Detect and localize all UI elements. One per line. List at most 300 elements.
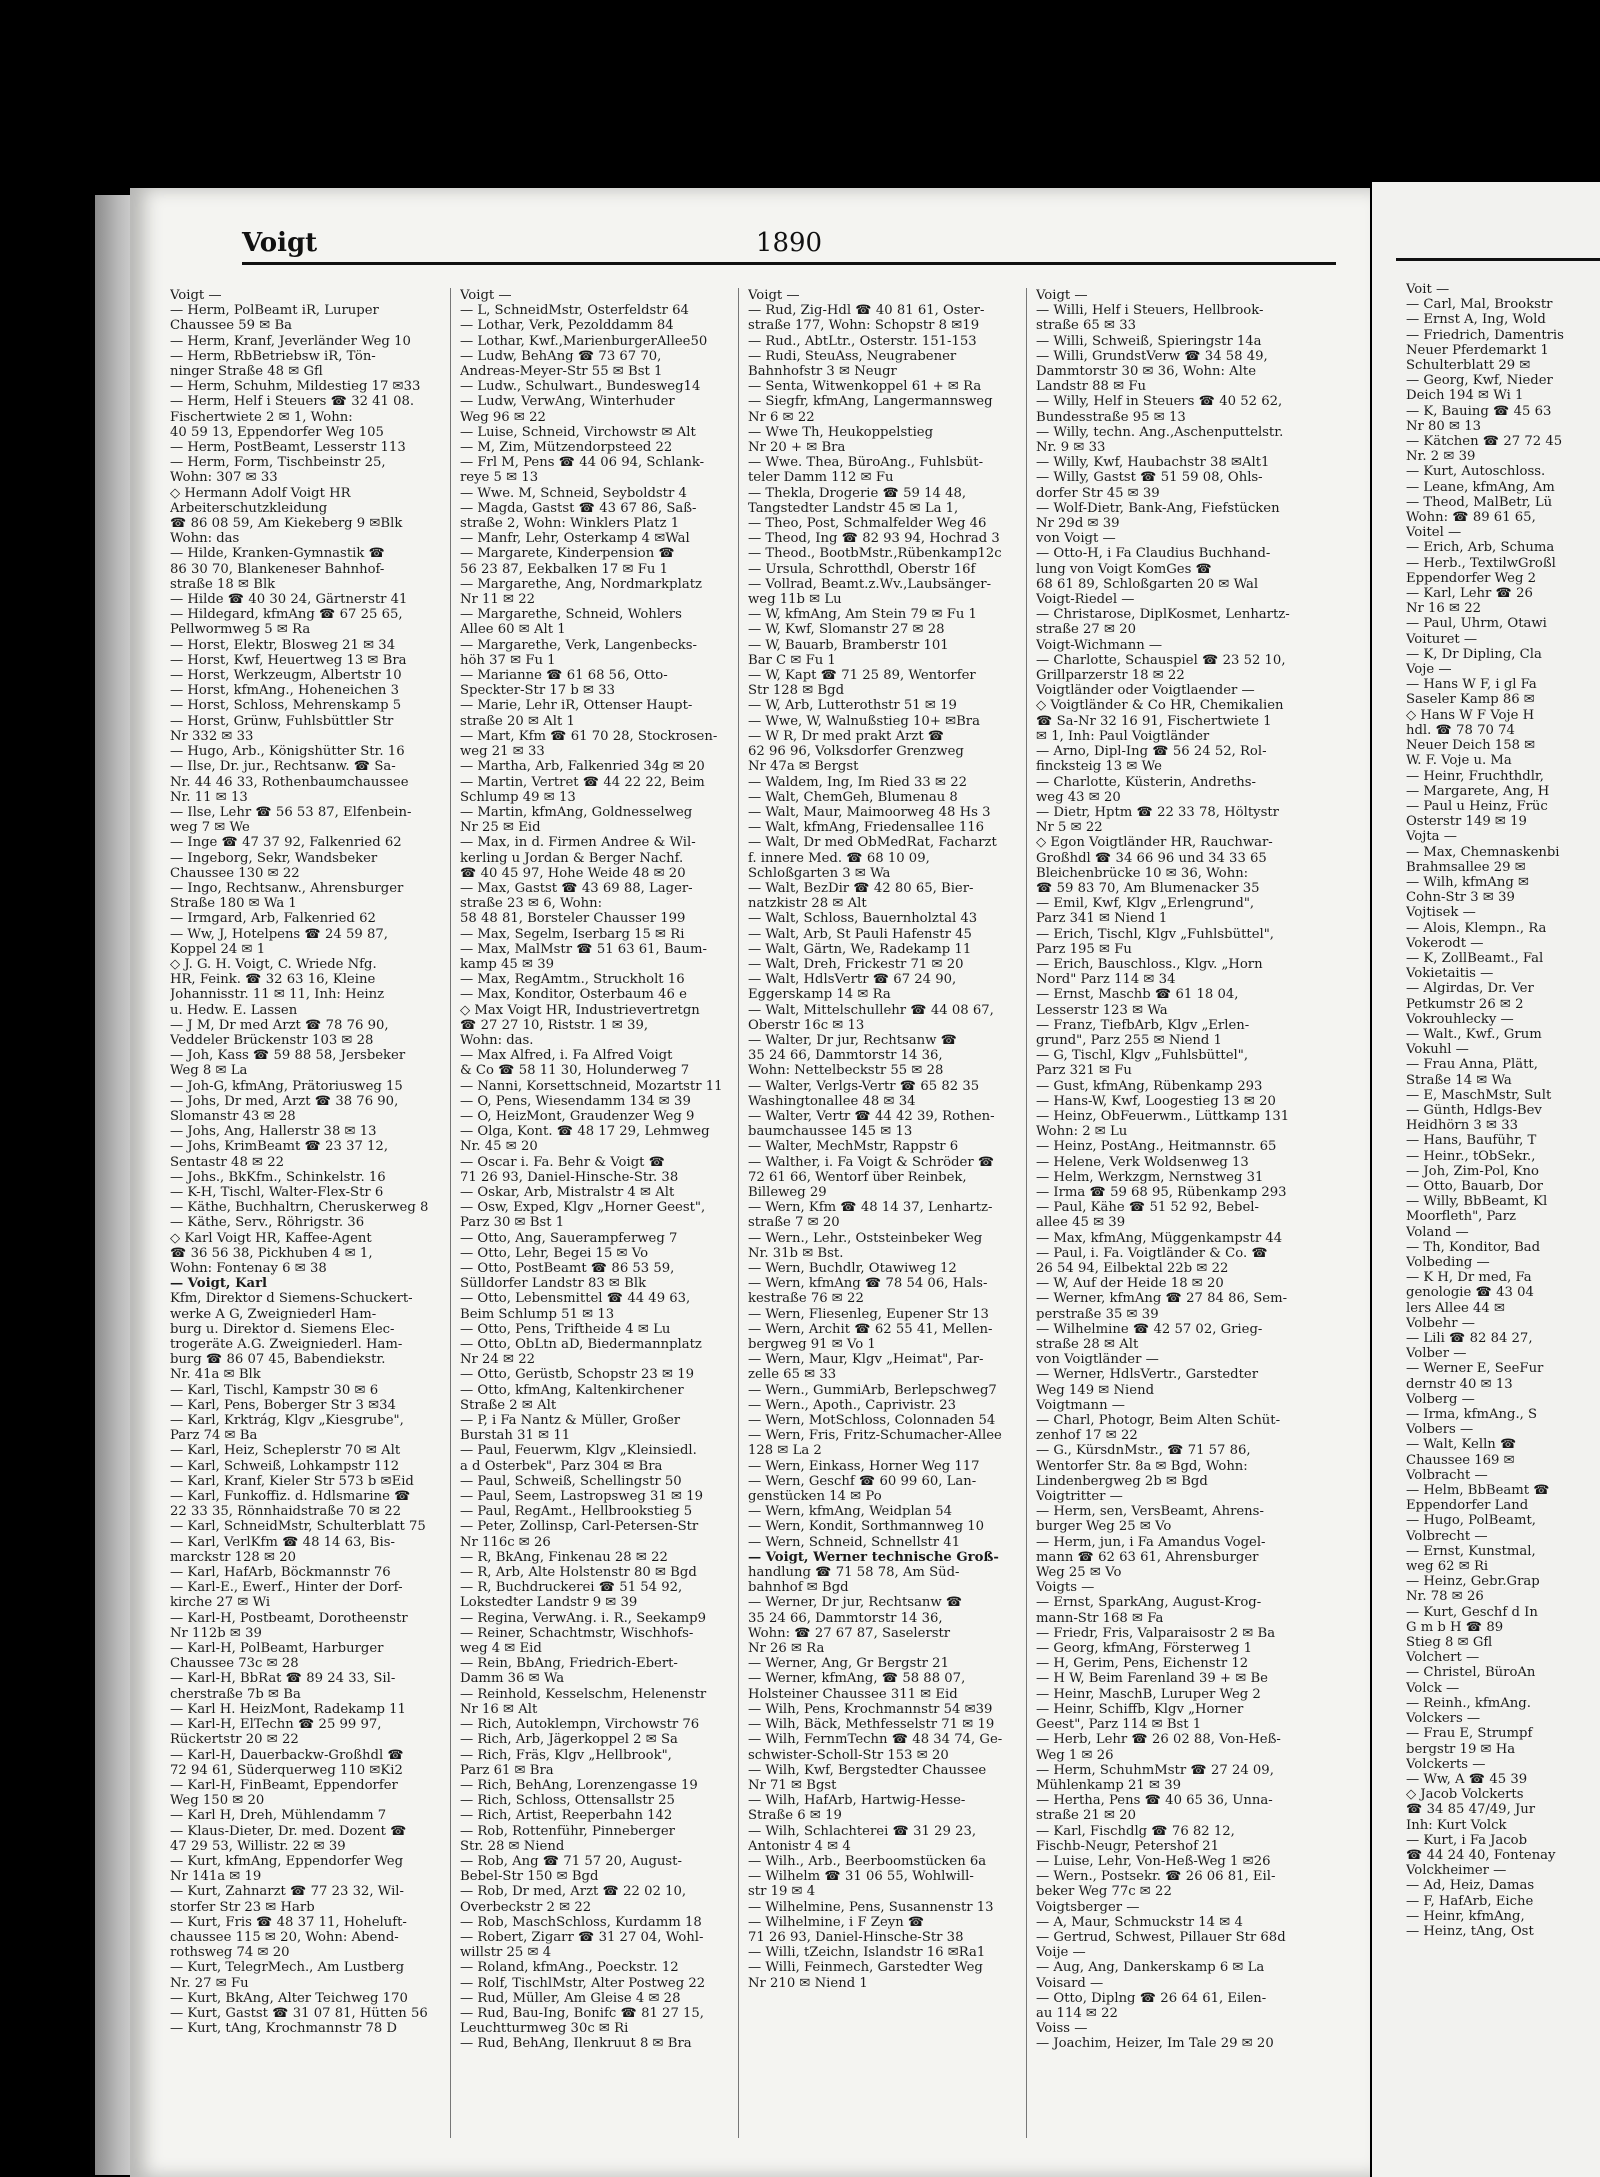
directory-entry: — G., KürsdnMstr., ☎ 71 57 86, xyxy=(1036,1443,1251,1459)
directory-entry: genstücken 14 ✉ Po xyxy=(748,1489,882,1505)
directory-entry: ◇ Hans W F Voje H xyxy=(1406,707,1535,723)
directory-entry: ☎ 34 85 47/49, Jur xyxy=(1406,1802,1536,1818)
directory-entry: — Willi, tZeichn, Islandstr 16 ✉Ra1 xyxy=(748,1945,986,1961)
directory-entry: & Co ☎ 58 11 30, Holunderweg 7 xyxy=(460,1063,690,1079)
directory-entry: willstr 25 ✉ 4 xyxy=(460,1945,552,1961)
directory-entry: schwister-Scholl-Str 153 ✉ 20 xyxy=(748,1747,949,1763)
directory-entry: — Kätchen ☎ 27 72 45 xyxy=(1406,434,1563,450)
directory-entry: — Wern, MotSchloss, Colonnaden 54 xyxy=(748,1413,996,1429)
directory-entry: — Leane, kfmAng, Am xyxy=(1406,479,1555,495)
directory-entry: straße 20 ✉ Alt 1 xyxy=(460,713,575,729)
directory-entry: Volck — xyxy=(1406,1680,1460,1696)
directory-entry: 26 54 94, Eilbektal 22b ✉ 22 xyxy=(1036,1261,1229,1276)
directory-entry: Arbeiterschutzkleidung xyxy=(170,500,328,516)
directory-entry: kamp 45 ✉ 39 xyxy=(460,956,554,972)
directory-entry: Nr 24 ✉ 22 xyxy=(460,1352,536,1368)
directory-entry: kerling u Jordan & Berger Nachf. xyxy=(460,850,684,866)
directory-entry: — Karl, Krktrág, Klgv „Kiesgrube", xyxy=(170,1413,404,1429)
directory-entry: HR, Feink. ☎ 32 63 16, Kleine xyxy=(170,972,376,988)
directory-entry: — Nanni, Korsettschneid, Mozartstr 11 xyxy=(460,1078,723,1094)
directory-entry: — Margarete, Kinderpension ☎ xyxy=(460,546,675,562)
directory-entry: — Karl-H, Dauerbackw-Großhdl ☎ xyxy=(170,1747,404,1763)
directory-entry: weg 21 ✉ 33 xyxy=(460,744,545,760)
directory-entry: — Christel, BüroAn xyxy=(1406,1665,1536,1681)
directory-entry: — Karl-H, PolBeamt, Harburger xyxy=(170,1641,384,1657)
directory-entry: Eppendorfer Land xyxy=(1406,1498,1529,1514)
directory-entry: — Karl, Pens, Boberger Str 3 ✉34 xyxy=(170,1397,396,1413)
directory-entry: Brahmsallee 29 ✉ xyxy=(1406,859,1526,875)
directory-entry: — Paul, Feuerwm, Klgv „Kleinsiedl. xyxy=(460,1443,697,1459)
directory-entry: — Dietr, Hptm ☎ 22 33 78, Höltystr xyxy=(1036,804,1279,820)
directory-entry: ☎ 86 08 59, Am Kiekeberg 9 ✉Blk xyxy=(170,516,403,532)
directory-entry: — Wern., Lehr., Oststeinbeker Weg xyxy=(748,1230,983,1246)
directory-entry: Parz 30 ✉ Bst 1 xyxy=(460,1215,565,1231)
directory-entry: — K, ZollBeamt., Fal xyxy=(1406,950,1544,966)
directory-entry: Johannisstr. 11 ✉ 11, Inh: Heinz xyxy=(170,987,385,1003)
directory-entry: mann-Str 168 ✉ Fa xyxy=(1036,1610,1164,1626)
directory-entry: Dammtorstr 30 ✉ 36, Wohn: Alte xyxy=(1036,364,1256,380)
directory-entry: straße 28 ✉ Alt xyxy=(1036,1337,1139,1353)
directory-entry: — Heinz, ObFeuerwm., Lüttkamp 131 xyxy=(1036,1108,1290,1124)
directory-entry: Voigtsberger — xyxy=(1036,1899,1140,1915)
directory-entry: — Max, kfmAng, Müggenkampstr 44 xyxy=(1036,1230,1283,1246)
directory-entry: — Irma ☎ 59 68 95, Rübenkamp 293 xyxy=(1036,1184,1287,1200)
directory-entry: — Werner, Dr jur, Rechtsanw ☎ xyxy=(748,1595,963,1611)
directory-entry: — Hertha, Pens ☎ 40 65 36, Unna- xyxy=(1036,1793,1273,1809)
directory-entry: — Otto, Diplng ☎ 26 64 61, Eilen- xyxy=(1036,1990,1267,2006)
directory-entry: — Ludw., Schulwart., Bundesweg14 xyxy=(460,379,701,395)
directory-entry: — Wern., Apoth., Caprivistr. 23 xyxy=(748,1397,956,1413)
directory-entry: — Werner, Ang, Gr Bergstr 21 xyxy=(748,1656,949,1672)
directory-entry: Bahnhofstr 3 ✉ Neugr xyxy=(748,364,897,380)
directory-entry: — Heinz, tAng, Ost xyxy=(1406,1923,1534,1939)
directory-entry: — Wwe. Thea, BüroAng., Fuhlsbüt- xyxy=(748,455,984,471)
directory-entry: — Paul, i. Fa. Voigtländer & Co. ☎ xyxy=(1036,1245,1268,1261)
directory-entry: — Johs, Dr med, Arzt ☎ 38 76 90, xyxy=(170,1093,399,1109)
directory-entry: — Frl M, Pens ☎ 44 06 94, Schlank- xyxy=(460,455,705,471)
directory-entry: — Hugo, Arb., Königshütter Str. 16 xyxy=(170,744,405,760)
directory-entry: — Theod., BootbMstr.,Rübenkamp12c xyxy=(748,546,1002,562)
directory-entry: — Mart, Kfm ☎ 61 70 28, Stockrosen- xyxy=(460,728,718,744)
directory-entry: — L, SchneidMstr, Osterfeldstr 64 xyxy=(460,303,689,319)
directory-entry: — Voigt, Karl xyxy=(170,1276,268,1292)
directory-entry: burg u. Direktor d. Siemens Elec- xyxy=(170,1321,395,1337)
directory-entry: 35 24 66, Dammtorstr 14 36, xyxy=(748,1610,943,1626)
directory-entry: Sülldorfer Landstr 83 ✉ Blk xyxy=(460,1276,647,1292)
directory-entry: Großhdl ☎ 34 66 96 und 34 33 65 xyxy=(1036,850,1267,866)
directory-entry: — Kurt, Autoschloss. xyxy=(1406,464,1546,480)
directory-entry: Nr 47a ✉ Bergst xyxy=(748,759,859,775)
directory-entry: — Heinr., tObSekr., xyxy=(1406,1148,1536,1164)
directory-entry: Voje — xyxy=(1406,662,1452,678)
directory-entry: — Rud., AbtLtr., Osterstr. 151-153 xyxy=(748,333,977,349)
directory-entry: — W R, Dr med prakt Arzt ☎ xyxy=(748,728,945,744)
directory-entry: — Walt, kfmAng, Friedensallee 116 xyxy=(748,820,985,836)
directory-entry: burg ☎ 86 07 45, Babendiekstr. xyxy=(170,1352,386,1368)
directory-entry: Oberstr 16c ✉ 13 xyxy=(748,1017,865,1033)
directory-entry: Chaussee 59 ✉ Ba xyxy=(170,318,293,334)
directory-entry: — Karl, Funkoffiz. d. Hdlsmarine ☎ xyxy=(170,1489,411,1505)
directory-entry: 56 23 87, Eekbalken 17 ✉ Fu 1 xyxy=(460,561,668,577)
directory-entry: — Werner E, SeeFur xyxy=(1406,1361,1544,1377)
directory-entry: — Kurt, tAng, Krochmannstr 78 D xyxy=(170,2021,398,2037)
directory-entry: 71 26 93, Daniel-Hinsche-Str. 38 xyxy=(460,1169,679,1185)
directory-entry: ◇ Karl Voigt HR, Kaffee-Agent xyxy=(170,1230,372,1246)
directory-entry: — Käthe, Buchhaltrn, Cheruskerweg 8 xyxy=(170,1200,429,1216)
directory-entry: — Kurt, i Fa Jacob xyxy=(1406,1832,1528,1848)
directory-entry: Fischertwiete 2 ✉ 1, Wohn: xyxy=(170,409,353,425)
directory-entry: baumchaussee 145 ✉ 13 xyxy=(748,1124,913,1140)
directory-entry: — Heinr, kfmAng, xyxy=(1406,1908,1525,1924)
directory-entry: — J M, Dr med Arzt ☎ 78 76 90, xyxy=(170,1017,389,1033)
directory-entry: Parz 74 ✉ Ba xyxy=(170,1428,258,1444)
directory-entry: — Paul, Schweiß, Schellingstr 50 xyxy=(460,1473,682,1489)
directory-entry: perstraße 35 ✉ 39 xyxy=(1036,1306,1159,1322)
directory-entry: Nr 29d ✉ 39 xyxy=(1036,516,1120,532)
directory-entry: W. F. Voje u. Ma xyxy=(1406,753,1512,769)
directory-entry: — W, Auf der Heide 18 ✉ 20 xyxy=(1036,1276,1224,1292)
directory-entry: — Hilde, Kranken-Gymnastik ☎ xyxy=(170,546,385,562)
directory-entry: — Erich, Tischl, Klgv „Fuhlsbüttel", xyxy=(1036,926,1274,942)
directory-entry: Neuer Deich 158 ✉ xyxy=(1406,738,1536,754)
directory-entry: — O, HeizMont, Graudenzer Weg 9 xyxy=(460,1108,695,1124)
directory-entry: ✉ 1, Inh: Paul Voigtländer xyxy=(1036,728,1210,744)
directory-entry: grund", Parz 255 ✉ Niend 1 xyxy=(1036,1032,1222,1048)
directory-entry: — Wern, kfmAng ☎ 78 54 06, Hals- xyxy=(748,1276,988,1292)
directory-entry: Eppendorfer Weg 2 xyxy=(1406,570,1536,586)
directory-entry: lung von Voigt KomGes ☎ xyxy=(1036,561,1212,577)
directory-entry: Neuer Pferdemarkt 1 xyxy=(1406,342,1549,358)
directory-entry: Schlump 49 ✉ 13 xyxy=(460,789,576,805)
directory-entry: — Walt, Mittelschullehr ☎ 44 08 67, xyxy=(748,1002,994,1018)
directory-entry: Voigt-Riedel — xyxy=(1036,592,1135,608)
page-surname-heading: Voigt xyxy=(242,228,318,258)
directory-entry: — Wilhelmine, Pens, Susannenstr 13 xyxy=(748,1899,994,1915)
directory-entry: Allee 60 ✉ Alt 1 xyxy=(460,622,566,638)
directory-entry: — Wern, Buchdlr, Otawiweg 12 xyxy=(748,1261,957,1276)
directory-entry: — Heinr, Fruchthdlr, xyxy=(1406,768,1544,784)
directory-entry: — Aug, Ang, Dankerskamp 6 ✉ La xyxy=(1036,1960,1265,1976)
directory-entry: — Horst, Elektr, Blosweg 21 ✉ 34 xyxy=(170,637,396,653)
directory-entry: — Emil, Kwf, Klgv „Erlengrund", xyxy=(1036,896,1255,912)
directory-entry: — Karl, SchneidMstr, Schulterblatt 75 xyxy=(170,1519,426,1535)
directory-entry: straße 23 ✉ 6, Wohn: xyxy=(460,896,603,912)
directory-entry: Wohn: das xyxy=(170,531,240,547)
directory-entry: Nr 26 ✉ Ra xyxy=(748,1641,825,1657)
directory-entry: Str 128 ✉ Bgd xyxy=(748,683,845,699)
directory-entry: — Willi, GrundstVerw ☎ 34 58 49, xyxy=(1036,348,1268,364)
directory-entry: — Wilh, Kwf, Bergstedter Chaussee xyxy=(748,1762,987,1778)
directory-entry: — Herb., TextilwGroßl xyxy=(1406,555,1556,571)
directory-entry: — Wolf-Dietr, Bank-Ang, Fiefstücken xyxy=(1036,500,1280,516)
directory-entry: — H, Gerim, Pens, Eichenstr 12 xyxy=(1036,1656,1249,1672)
directory-entry: — Georg, Kwf, Nieder xyxy=(1406,373,1553,389)
directory-entry: storfer Str 23 ✉ Harb xyxy=(170,1899,315,1915)
directory-entry: Wohn: Nettelbeckstr 55 ✉ 28 xyxy=(748,1063,944,1079)
directory-entry: — Erich, Arb, Schuma xyxy=(1406,540,1555,556)
directory-entry: — Reinh., kfmAng. xyxy=(1406,1695,1531,1711)
directory-entry: — Otto, kfmAng, Kaltenkirchener xyxy=(460,1382,684,1398)
directory-entry: zenhof 17 ✉ 22 xyxy=(1036,1428,1138,1444)
directory-entry: — Ilse, Lehr ☎ 56 53 87, Elfenbein- xyxy=(170,804,412,820)
directory-entry: Weg 8 ✉ La xyxy=(170,1063,248,1079)
directory-entry: — Horst, Kwf, Heuertweg 13 ✉ Bra xyxy=(170,652,407,668)
directory-entry: Voigt-Wichmann — xyxy=(1036,637,1163,653)
directory-entry: — Vollrad, Beamt.z.Wv.,Laubsänger- xyxy=(748,576,992,592)
directory-entry: — Rich, Arb, Jägerkoppel 2 ✉ Sa xyxy=(460,1732,678,1748)
directory-entry: natzkistr 28 ✉ Alt xyxy=(748,896,867,912)
directory-entry: — Willy, techn. Ang.,Aschenputtelstr. xyxy=(1036,424,1284,440)
directory-entry: — Max, Segelm, Iserbarg 15 ✉ Ri xyxy=(460,926,685,942)
directory-entry: — Wern, Maur, Klgv „Heimat", Par- xyxy=(748,1352,984,1368)
directory-entry: Volckers — xyxy=(1406,1711,1481,1727)
directory-entry: Speckter-Str 17 b ✉ 33 xyxy=(460,683,615,699)
directory-entry: Nr 16 ✉ 22 xyxy=(1406,601,1482,617)
directory-entry: straße 177, Wohn: Schopstr 8 ✉19 xyxy=(748,318,980,334)
directory-entry: — Gust, kfmAng, Rübenkamp 293 xyxy=(1036,1078,1263,1094)
directory-entry: cherstraße 7b ✉ Ba xyxy=(170,1686,301,1702)
directory-entry: — Rich, BehAng, Lorenzengasse 19 xyxy=(460,1777,698,1793)
directory-entry: — Horst, Grünw, Fuhlsbüttler Str xyxy=(170,713,394,729)
directory-entry: Wohn: ☎ 27 67 87, Saselerstr xyxy=(748,1625,951,1641)
directory-entry: von Voigtländer — xyxy=(1036,1352,1159,1368)
directory-entry: Nr 141a ✉ 19 xyxy=(170,1869,262,1885)
directory-entry: Voigt — xyxy=(170,288,222,303)
directory-entry: Voit — xyxy=(1406,282,1450,297)
directory-entry: — Ernst, Maschb ☎ 61 18 04, xyxy=(1036,987,1239,1003)
directory-entry: Bleichenbrücke 10 ✉ 36, Wohn: xyxy=(1036,865,1249,881)
directory-entry: — Karl-H, FinBeamt, Eppendorfer xyxy=(170,1777,398,1793)
directory-entry: — Hans-W, Kwf, Loogestieg 13 ✉ 20 xyxy=(1036,1093,1276,1109)
directory-entry: — Heinr, Schiffb, Klgv „Horner xyxy=(1036,1701,1244,1717)
directory-entry: — Walt, Dr med ObMedRat, Facharzt xyxy=(748,835,997,851)
directory-entry: Koppel 24 ✉ 1 xyxy=(170,941,266,957)
directory-entry: — Margarethe, Ang, Nordmarkplatz xyxy=(460,576,702,592)
directory-entry: Eggerskamp 14 ✉ Ra xyxy=(748,987,891,1003)
directory-entry: — Erich, Bauschloss., Klgv. „Horn xyxy=(1036,956,1263,972)
directory-entry: — Luise, Lehr, Von-Heß-Weg 1 ✉26 xyxy=(1036,1853,1271,1869)
directory-entry: — Luise, Schneid, Virchowstr ✉ Alt xyxy=(460,424,696,440)
directory-entry: — Wern, Schneid, Schnellstr 41 xyxy=(748,1534,961,1550)
directory-entry: — Frau E, Strumpf xyxy=(1406,1726,1533,1742)
directory-entry: Rückertstr 20 ✉ 22 xyxy=(170,1732,299,1748)
directory-column-1 xyxy=(170,288,440,2148)
directory-column-4 xyxy=(1036,288,1306,2148)
directory-entry: weg 7 ✉ We xyxy=(170,820,250,836)
directory-entry: 68 61 89, Schloßgarten 20 ✉ Wal xyxy=(1036,576,1259,592)
directory-entry: Voigt — xyxy=(748,288,800,303)
directory-entry: — Friedrich, Damentris xyxy=(1406,327,1564,343)
directory-entry: — K H, Dr med, Fa xyxy=(1406,1270,1532,1286)
directory-entry: Leuchtturmweg 30c ✉ Ri xyxy=(460,2021,629,2037)
directory-entry: — Martin, Vertret ☎ 44 22 22, Beim xyxy=(460,774,705,790)
directory-entry: — Max, in d. Firmen Andree & Wil- xyxy=(460,835,696,851)
directory-entry: Nr 210 ✉ Niend 1 xyxy=(748,1975,868,1991)
directory-entry: — Kurt, Gastst ☎ 31 07 81, Hütten 56 xyxy=(170,2005,428,2021)
directory-entry: Chaussee 73c ✉ 28 xyxy=(170,1656,299,1672)
directory-entry: — Otto, Lehr, Begei 15 ✉ Vo xyxy=(460,1245,649,1261)
directory-entry: — Joachim, Heizer, Im Tale 29 ✉ 20 xyxy=(1036,2036,1274,2052)
directory-entry: — Walther, i. Fa Voigt & Schröder ☎ xyxy=(748,1154,995,1170)
directory-entry: Geest", Parz 114 ✉ Bst 1 xyxy=(1036,1717,1202,1733)
directory-entry: — Herm, Kranf, Jeverländer Weg 10 xyxy=(170,333,411,349)
directory-entry: Weg 149 ✉ Niend xyxy=(1036,1382,1155,1398)
directory-entry: — Karl-H, ElTechn ☎ 25 99 97, xyxy=(170,1717,382,1733)
directory-entry: Pellwormweg 5 ✉ Ra xyxy=(170,622,311,638)
directory-entry: 62 96 96, Volksdorfer Grenzweg xyxy=(748,744,964,760)
directory-entry: — Herm, SchuhmMstr ☎ 27 24 09, xyxy=(1036,1762,1274,1778)
directory-entry: von Voigt — xyxy=(1036,531,1116,547)
directory-entry: Voigt — xyxy=(1036,288,1088,303)
directory-entry: Petkumstr 26 ✉ 2 xyxy=(1406,996,1524,1012)
directory-entry: — Wern, Archit ☎ 62 55 41, Mellen- xyxy=(748,1321,993,1337)
directory-entry: Voigts — xyxy=(1036,1580,1095,1596)
directory-entry: — Th, Konditor, Bad xyxy=(1406,1239,1541,1255)
directory-entry: — M, Zim, Mützendorpsteed 22 xyxy=(460,440,673,456)
directory-entry: — Marianne ☎ 61 68 56, Otto- xyxy=(460,668,668,684)
directory-entry: — Joh, Zim-Pol, Kno xyxy=(1406,1163,1539,1179)
directory-entry: — Walt, Kelln ☎ xyxy=(1406,1437,1517,1453)
directory-entry: bahnhof ✉ Bgd xyxy=(748,1580,849,1596)
directory-entry: — Oscar i. Fa. Behr & Voigt ☎ xyxy=(460,1154,666,1170)
directory-entry: — Rich, Schloss, Ottensallstr 25 xyxy=(460,1793,675,1809)
directory-entry: — Paul, Kähe ☎ 51 52 92, Bebel- xyxy=(1036,1200,1259,1216)
directory-entry: Str. 28 ✉ Niend xyxy=(460,1838,565,1854)
directory-entry: — Willy, Gastst ☎ 51 59 08, Ohls- xyxy=(1036,470,1263,486)
directory-entry: — Wilh, FernmTechn ☎ 48 34 74, Ge- xyxy=(748,1732,1003,1748)
directory-entry: rothsweg 74 ✉ 20 xyxy=(170,1945,290,1961)
directory-entry: teler Damm 112 ✉ Fu xyxy=(748,470,894,486)
directory-entry: — Wilhelmine ☎ 42 57 02, Grieg- xyxy=(1036,1321,1263,1337)
directory-entry: straße 2, Wohn: Winklers Platz 1 xyxy=(460,516,680,532)
directory-entry: — Irmgard, Arb, Falkenried 62 xyxy=(170,911,376,927)
directory-entry: — Friedr, Fris, Valparaisostr 2 ✉ Ba xyxy=(1036,1625,1276,1641)
directory-entry: — Theo, Post, Schmalfelder Weg 46 xyxy=(748,516,987,532)
directory-entry: Voigt — xyxy=(460,288,512,303)
directory-entry: Nr. 9 ✉ 33 xyxy=(1036,440,1106,456)
directory-entry: dorfer Str 45 ✉ 39 xyxy=(1036,485,1160,501)
directory-entry: Stieg 8 ✉ Gfl xyxy=(1406,1635,1493,1651)
directory-entry: werke A G, Zweigniederl Ham- xyxy=(170,1306,377,1322)
directory-entry: — Ernst A, Ing, Wold xyxy=(1406,312,1546,328)
directory-entry: weg 43 ✉ 20 xyxy=(1036,789,1121,805)
facing-page-header xyxy=(1396,228,1600,261)
directory-entry: — H W, Beim Farenland 39 + ✉ Be xyxy=(1036,1671,1268,1687)
directory-entry: — Otto, Pens, Triftheide 4 ✉ Lu xyxy=(460,1321,671,1337)
directory-entry: Wohn: 2 ✉ Lu xyxy=(1036,1124,1128,1140)
directory-entry: Voitel — xyxy=(1406,525,1462,541)
directory-entry: Cohn-Str 3 ✉ 39 xyxy=(1406,890,1515,906)
directory-entry: Nr. 44 46 33, Rothenbaumchaussee xyxy=(170,774,409,790)
directory-entry: — Algirdas, Dr. Ver xyxy=(1406,981,1534,997)
directory-entry: Saseler Kamp 86 ✉ xyxy=(1406,692,1535,708)
directory-entry: 35 24 66, Dammtorstr 14 36, xyxy=(748,1048,943,1064)
directory-entry: — Charlotte, Küsterin, Andreths- xyxy=(1036,774,1256,790)
directory-entry: — Werner, kfmAng, ☎ 58 88 07, xyxy=(748,1671,966,1687)
directory-entry: — Walt, HdlsVertr ☎ 67 24 90, xyxy=(748,972,957,988)
directory-entry: — Ww, A ☎ 45 39 xyxy=(1406,1771,1528,1787)
directory-entry: kestraße 76 ✉ 22 xyxy=(748,1291,864,1307)
directory-entry: — Herm, jun, i Fa Amandus Vogel- xyxy=(1036,1534,1266,1550)
directory-entry: — W, Arb, Lutterothstr 51 ✉ 19 xyxy=(748,698,957,714)
directory-entry: — Hugo, PolBeamt, xyxy=(1406,1513,1536,1529)
directory-entry: straße 27 ✉ 20 xyxy=(1036,622,1137,638)
directory-entry: Nr 25 ✉ Eid xyxy=(460,820,541,836)
directory-entry: — Herm, RbBetriebsw iR, Tön- xyxy=(170,348,376,364)
directory-entry: ◇ J. G. H. Voigt, C. Wriede Nfg. xyxy=(170,956,377,972)
directory-entry: — Karl-E., Ewerf., Hinter der Dorf- xyxy=(170,1580,403,1596)
directory-entry: — Max, Chemnaskenbi xyxy=(1406,844,1560,860)
directory-entry: — Käthe, Serv., Röhrigstr. 36 xyxy=(170,1215,365,1231)
directory-entry: Burstah 31 ✉ 11 xyxy=(460,1428,571,1444)
directory-entry: — Ludw, VerwAng, Winterhuder xyxy=(460,394,675,410)
directory-entry: — W, Bauarb, Bramberstr 101 xyxy=(748,637,949,653)
directory-entry: — W, kfmAng, Am Stein 79 ✉ Fu 1 xyxy=(748,607,977,623)
directory-entry: — Walter, Vertr ☎ 44 42 39, Rothen- xyxy=(748,1108,995,1124)
directory-page xyxy=(130,188,1370,2177)
directory-entry: — G, Tischl, Klgv „Fuhlsbüttel", xyxy=(1036,1048,1249,1064)
directory-entry: Voland — xyxy=(1406,1224,1469,1240)
directory-entry: — Hans W F, i gl Fa xyxy=(1406,677,1537,693)
directory-entry: chaussee 115 ✉ 20, Wohn: Abend- xyxy=(170,1929,399,1945)
directory-entry: — E, MaschMstr, Sult xyxy=(1406,1087,1552,1103)
directory-entry: — Paul, RegAmt., Hellbrookstieg 5 xyxy=(460,1504,693,1520)
directory-entry: — Walter, MechMstr, Rappstr 6 xyxy=(748,1139,959,1155)
directory-entry: Veddeler Brückenstr 103 ✉ 28 xyxy=(170,1032,374,1048)
directory-entry: Osterstr 149 ✉ 19 xyxy=(1406,814,1527,830)
directory-entry: — Wilh, kfmAng ✉ xyxy=(1406,874,1530,890)
directory-entry: — Rud, Zig-Hdl ☎ 40 81 61, Oster- xyxy=(748,303,985,319)
directory-column-2 xyxy=(460,288,730,2148)
directory-entry: Fischb-Neugr, Petershof 21 xyxy=(1036,1838,1219,1854)
directory-entry: — Ww, J, Hotelpens ☎ 24 59 87, xyxy=(170,926,388,942)
directory-entry: Landstr 88 ✉ Fu xyxy=(1036,379,1146,395)
directory-entry: straße 65 ✉ 33 xyxy=(1036,318,1137,334)
directory-entry: — Rob, Rottenführ, Pinneberger xyxy=(460,1823,675,1839)
directory-entry: Moorfleth", Parz xyxy=(1406,1209,1516,1225)
directory-entry: Nr. 31b ✉ Bst. xyxy=(748,1245,844,1261)
directory-entry: — Joh, Kass ☎ 59 88 58, Jersbeker xyxy=(170,1048,406,1064)
directory-entry: — Werner, HdlsVertr., Garstedter xyxy=(1036,1367,1258,1383)
directory-entry: f. innere Med. ☎ 68 10 09, xyxy=(748,850,930,866)
directory-entry: Lesserstr 123 ✉ Wa xyxy=(1036,1002,1168,1018)
directory-entry: — Walt, Schloss, Bauernholztal 43 xyxy=(748,911,978,927)
directory-entry: — Wern, Kondit, Sorthmannweg 10 xyxy=(748,1519,985,1535)
directory-entry: dernstr 40 ✉ 13 xyxy=(1406,1376,1513,1392)
directory-entry: Schulterblatt 29 ✉ xyxy=(1406,358,1531,374)
facing-page xyxy=(1372,182,1600,2177)
directory-entry: ☎ 27 27 10, Riststr. 1 ✉ 39, xyxy=(460,1017,649,1033)
directory-entry: hdl. ☎ 78 70 74 xyxy=(1406,722,1515,738)
page-header xyxy=(242,228,1336,265)
directory-entry: — K, Bauing ☎ 45 63 xyxy=(1406,403,1552,419)
directory-entry: marckstr 128 ✉ 20 xyxy=(170,1549,296,1565)
directory-entry: — Walt, Gärtn, We, Radekamp 11 xyxy=(748,941,972,957)
directory-entry: — Senta, Witwenkoppel 61 + ✉ Ra xyxy=(748,379,982,395)
directory-entry: Chaussee 169 ✉ xyxy=(1406,1452,1515,1468)
directory-entry: — F, HafArb, Eiche xyxy=(1406,1893,1534,1909)
directory-entry: — Kurt, Zahnarzt ☎ 77 23 32, Wil- xyxy=(170,1884,404,1900)
directory-entry: — Martin, kfmAng, Goldnesselweg xyxy=(460,804,693,820)
directory-entry: Wohn: 307 ✉ 33 xyxy=(170,470,278,486)
directory-entry: ◇ Egon Voigtländer HR, Rauchwar- xyxy=(1036,835,1273,851)
directory-entry: — A, Maur, Schmuckstr 14 ✉ 4 xyxy=(1036,1914,1243,1930)
directory-column-3 xyxy=(748,288,1018,2148)
directory-entry: — Wwe Th, Heukoppelstieg xyxy=(748,424,934,440)
directory-entry: Volbrecht — xyxy=(1406,1528,1488,1544)
directory-entry: — Wern, Fliesenleg, Eupener Str 13 xyxy=(748,1306,989,1322)
directory-entry: — Oskar, Arb, Mistralstr 4 ✉ Alt xyxy=(460,1184,675,1200)
